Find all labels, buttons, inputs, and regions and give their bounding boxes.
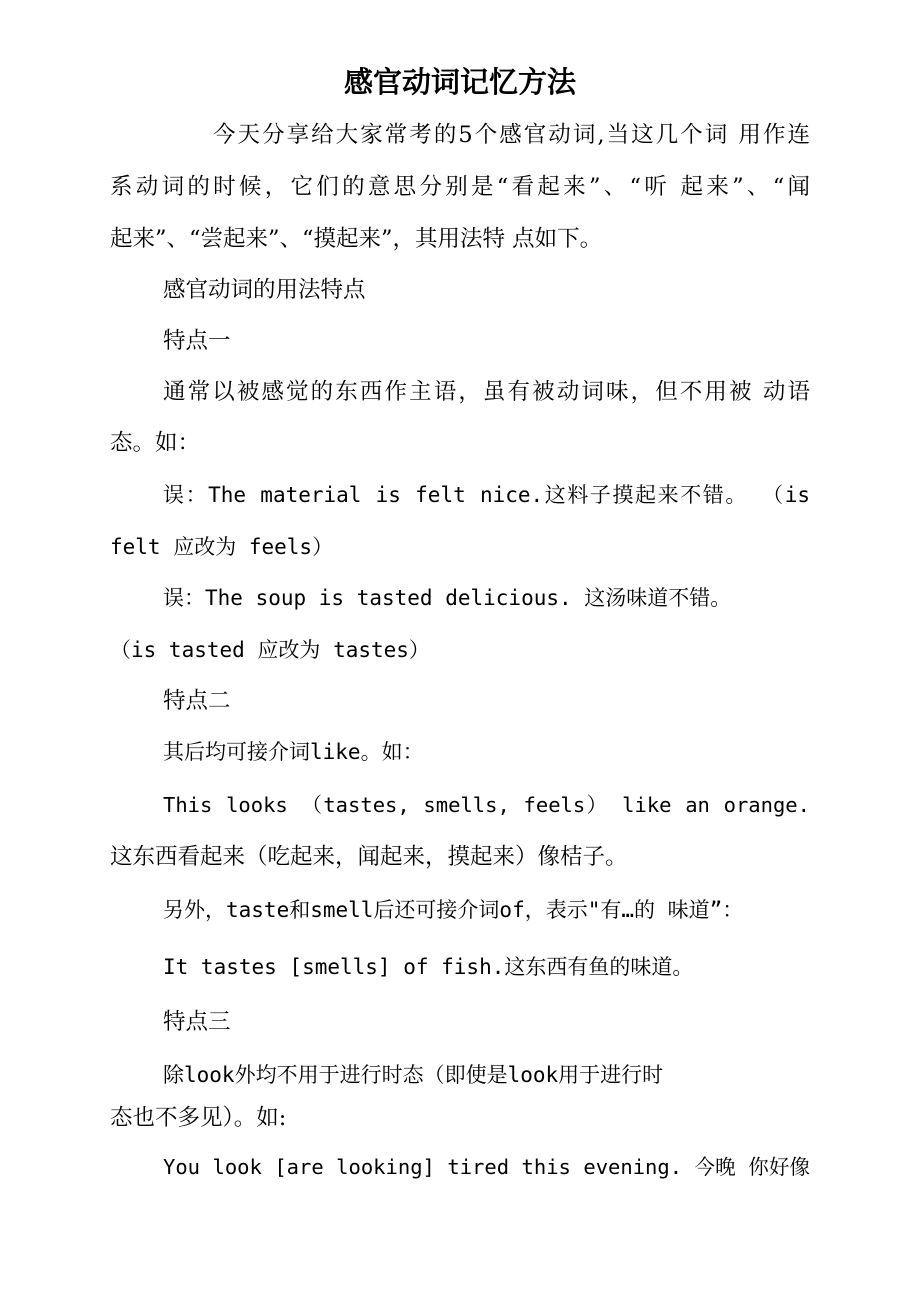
feature1-example1-line-2: felt 应改为 feels）: [110, 535, 334, 559]
feature2-note: 另外，taste和smell后还可接介词of，表示"有…的 味道”：: [163, 898, 744, 922]
document-title: 感官动词记忆方法: [343, 65, 576, 99]
feature1-text-line-2: 态。如：: [110, 430, 201, 456]
feature1-example2-line-1: 误：The soup is tasted delicious. 这汤味道不错。: [163, 586, 732, 610]
feature3-text-line-2: 态也不多见）。如:: [110, 1105, 287, 1131]
feature1-example1-line-1: 误：The material is felt nice.这料子摸起来不错。 （is: [163, 483, 810, 507]
section-heading: 感官动词的用法特点: [163, 277, 366, 303]
feature3-example: You look [are looking] tired this evening. 今晚 你好像: [163, 1155, 810, 1179]
feature3-text-line-1: 除look外均不用于进行时态（即使是look用于进行时: [163, 1063, 664, 1087]
feature2-example-line-2: 这东西看起来（吃起来，闻起来，摸起来）像桔子。: [110, 844, 628, 870]
feature2-text: 其后均可接介词like。如：: [163, 740, 424, 764]
feature3-heading: 特点三: [163, 1009, 231, 1035]
intro-line-2: 系动词的时候，它们的意思分别是“看起来”、“听 起来”、“闻: [110, 174, 810, 200]
intro-line-1: 今天分享给大家常考的5个感官动词,当这几个词 用作连: [213, 122, 810, 148]
feature2-example2: It tastes [smells] of fish.这东西有鱼的味道。: [163, 955, 694, 979]
intro-line-3: 起来”、“尝起来”、“摸起来”，其用法特 点如下。: [110, 226, 603, 252]
feature1-text-line-1: 通常以被感觉的东西作主语，虽有被动词味，但不用被 动语: [163, 379, 810, 405]
feature2-example-line-1: This looks （tastes, smells, feels） like an orange.: [163, 793, 810, 817]
feature1-example2-line-2: （is tasted 应改为 tastes）: [110, 638, 430, 662]
feature2-heading: 特点二: [163, 688, 231, 714]
feature1-heading: 特点一: [163, 328, 231, 354]
